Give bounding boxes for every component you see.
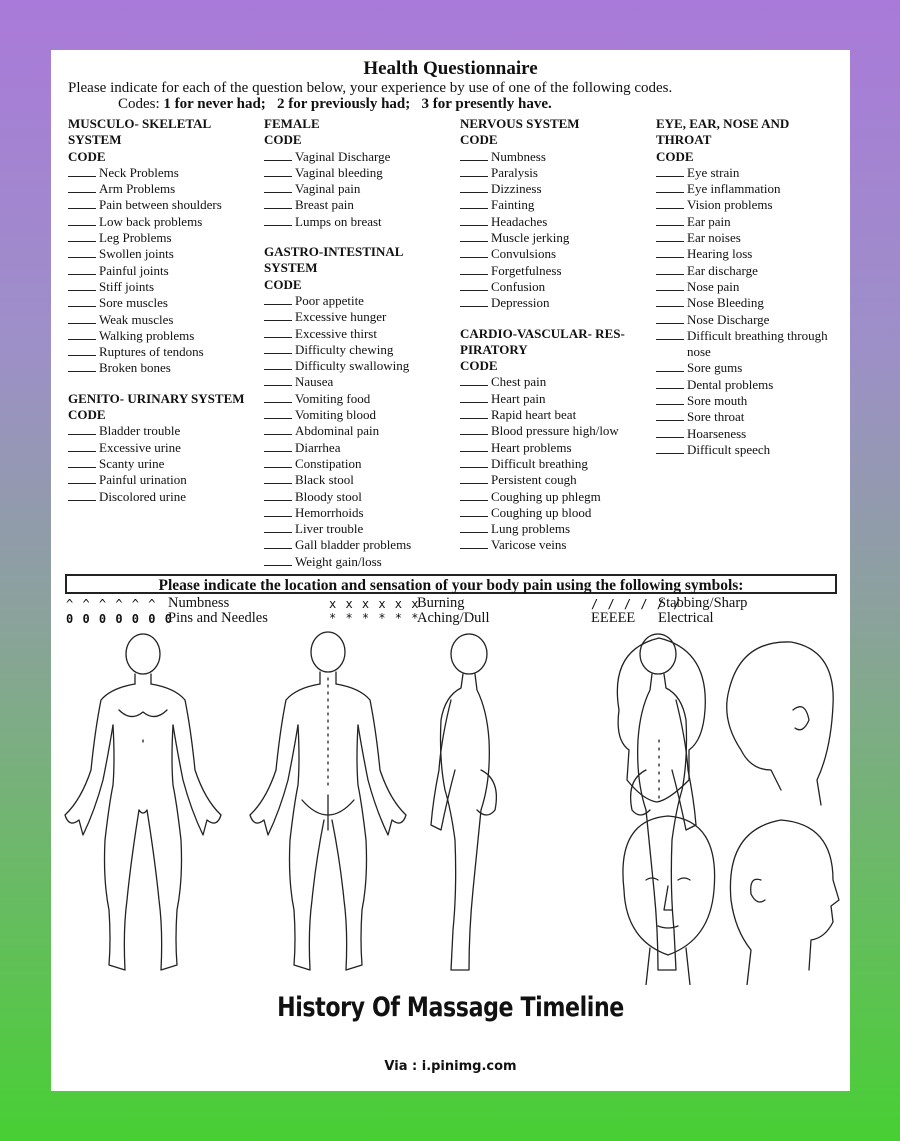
section-heading: CODE: [264, 132, 302, 148]
symptom-label: Depression: [491, 295, 550, 311]
symptom-label: Discolored urine: [99, 488, 187, 504]
code-blank[interactable]: [264, 472, 292, 484]
code-blank[interactable]: [68, 279, 96, 291]
symptom-label: Painful urination: [99, 472, 187, 488]
symptom-label: Weak muscles: [99, 311, 174, 327]
code-blank[interactable]: [460, 149, 488, 161]
symptom-label: Stiff joints: [99, 278, 155, 294]
symptom-label: Dental problems: [687, 376, 774, 392]
head-side-figure: [727, 642, 833, 805]
code-blank[interactable]: [68, 246, 96, 258]
code-blank[interactable]: [460, 165, 488, 177]
section-heading: CODE: [460, 358, 498, 374]
code-blank[interactable]: [264, 489, 292, 501]
code-blank[interactable]: [264, 407, 292, 419]
symptom-label: Hearing loss: [687, 246, 753, 262]
symptom-label: Difficult speech: [687, 441, 771, 457]
symptom-row: [460, 456, 650, 472]
symptom-label: Nose Discharge: [687, 311, 770, 327]
symptom-row: [68, 197, 258, 213]
section-heading: NERVOUS SYSTEM: [460, 116, 580, 131]
symptom-row: [656, 279, 841, 295]
symptom-label: Coughing up phlegm: [491, 488, 601, 504]
symptom-row: [656, 409, 841, 425]
symptom-row: [264, 374, 454, 390]
symptom-label: Leg Problems: [99, 230, 172, 246]
symptom-label: Sore mouth: [687, 393, 748, 409]
symptom-label: Ear discharge: [687, 262, 758, 278]
code-blank[interactable]: [68, 181, 96, 193]
code-blank[interactable]: [460, 181, 488, 193]
code-blank[interactable]: [68, 263, 96, 275]
code-blank[interactable]: [68, 165, 96, 177]
symptom-row: [460, 263, 650, 279]
symptom-label: Abdominal pain: [295, 423, 380, 439]
body-side-figure: [431, 634, 496, 970]
symptom-label: Sore muscles: [99, 295, 168, 311]
symptom-label: Excessive thirst: [295, 325, 377, 341]
code-blank[interactable]: [656, 295, 684, 307]
symbol-pins: [66, 611, 173, 628]
code-blank[interactable]: [264, 391, 292, 403]
symptom-label: Sore throat: [687, 409, 745, 425]
symptom-label: Eye inflammation: [687, 181, 781, 197]
symptom-row: [460, 214, 650, 230]
code-1: 1 for never had;: [163, 96, 266, 112]
symptom-row: [460, 489, 650, 505]
symptom-row: [264, 489, 454, 505]
code-blank[interactable]: [264, 181, 292, 193]
symptom-label: Gall bladder problems: [295, 537, 412, 553]
code-blank[interactable]: [460, 505, 488, 517]
symptom-label: Ear pain: [687, 213, 731, 229]
symptom-label: Poor appetite: [295, 292, 364, 308]
column-1: [68, 116, 258, 505]
symptom-label: Ear noises: [687, 230, 741, 246]
code-blank[interactable]: [264, 456, 292, 468]
code-blank[interactable]: [264, 521, 292, 533]
symptom-row: [68, 344, 258, 360]
symbol-glyph: ^ ^ ^ ^ ^ ^: [66, 597, 157, 611]
symptom-label: Difficult breathing: [491, 455, 588, 471]
code-blank[interactable]: [656, 165, 684, 177]
questionnaire-card: [51, 50, 850, 1091]
code-blank[interactable]: [264, 423, 292, 435]
symptom-row: [264, 537, 454, 553]
code-blank[interactable]: [460, 391, 488, 403]
code-blank[interactable]: [68, 328, 96, 340]
instructions-line: Please indicate for each of the question below, your experience by use of one of the following codes.: [68, 80, 673, 96]
symptom-row: [460, 374, 650, 390]
section-heading: CARDIO-VASCULAR- RES-: [460, 325, 625, 341]
symptom-row: [68, 181, 258, 197]
symptom-label: Arm Problems: [99, 181, 176, 197]
code-blank[interactable]: [656, 328, 684, 340]
symptom-row: [264, 181, 454, 197]
symptom-row: [264, 440, 454, 456]
symptom-row: [656, 181, 841, 197]
code-blank[interactable]: [264, 309, 292, 321]
code-blank[interactable]: [656, 230, 684, 242]
symptom-row: [264, 505, 454, 521]
symptom-label: Nose Bleeding: [687, 295, 764, 311]
symptom-row: [460, 181, 650, 197]
symptom-row: [264, 554, 454, 570]
code-blank[interactable]: [68, 472, 96, 484]
symbol-label: Aching/Dull: [417, 610, 490, 626]
symptom-label: Diarrhea: [295, 439, 341, 455]
symptom-row: [656, 393, 841, 409]
caption-title: History Of Massage Timeline: [277, 992, 624, 1023]
symptom-label: Walking problems: [99, 327, 195, 343]
symptom-row: [460, 537, 650, 553]
section-heading: CODE: [264, 276, 302, 292]
code-blank[interactable]: [656, 393, 684, 405]
section-heading: CODE: [460, 132, 498, 148]
symptom-label: Convulsions: [491, 246, 557, 262]
symptom-row: [656, 197, 841, 213]
symptom-row: [264, 214, 454, 230]
code-blank[interactable]: [460, 374, 488, 386]
code-blank[interactable]: [68, 295, 96, 307]
symptom-label: Nose pain: [687, 278, 740, 294]
symptom-row: [264, 309, 454, 325]
symptom-label: Rapid heart beat: [491, 407, 577, 423]
code-blank[interactable]: [460, 295, 488, 307]
symptom-row: [656, 263, 841, 279]
symptom-label: Vaginal Discharge: [295, 148, 391, 164]
symptom-row: [460, 149, 650, 165]
code-blank[interactable]: [68, 360, 96, 372]
section-heading: SYSTEM: [68, 132, 122, 148]
symbol-aching: [329, 610, 419, 627]
symptom-row: [656, 442, 841, 458]
symptom-row: [460, 246, 650, 262]
symptom-label-continuation: nose: [687, 344, 711, 360]
symptom-label: Painful joints: [99, 262, 169, 278]
symbol-label: Numbness: [168, 595, 230, 611]
symptom-label: Heart problems: [491, 439, 572, 455]
symbol-glyph: EEEEE: [591, 610, 636, 626]
symptom-label: Heart pain: [491, 390, 546, 406]
body-front-figure: [65, 634, 221, 970]
section-heading: GASTRO-INTESTINAL: [264, 244, 404, 260]
symptom-label: Fainting: [491, 197, 535, 213]
symptom-label: Vaginal pain: [295, 181, 361, 197]
symptom-row: [460, 423, 650, 439]
code-blank[interactable]: [460, 521, 488, 533]
code-2: 2 for previously had;: [277, 96, 411, 112]
symptom-label: Hemorrhoids: [295, 504, 364, 520]
code-blank[interactable]: [264, 165, 292, 177]
symbol-glyph: / / / / / /: [591, 597, 682, 611]
symptom-row: [460, 165, 650, 181]
symptom-row: [68, 360, 258, 376]
symptom-row: [460, 279, 650, 295]
symptom-row: [656, 312, 841, 328]
code-blank[interactable]: [656, 360, 684, 372]
code-blank[interactable]: [68, 312, 96, 324]
symptom-row: [460, 407, 650, 423]
symptom-row: [264, 197, 454, 213]
code-blank[interactable]: [656, 181, 684, 193]
symptom-row: [460, 391, 650, 407]
symptom-row: [68, 165, 258, 181]
symptom-label: Sore gums: [687, 360, 743, 376]
code-3: 3 for presently have.: [421, 96, 552, 112]
code-blank[interactable]: [68, 489, 96, 501]
code-blank[interactable]: [656, 426, 684, 438]
symptom-label: Weight gain/loss: [295, 553, 382, 569]
symptom-label: Vomiting blood: [295, 407, 377, 423]
symptom-label: Persistent cough: [491, 472, 577, 488]
code-blank[interactable]: [460, 407, 488, 419]
section-gap: [460, 312, 650, 326]
symptom-row: [656, 246, 841, 262]
symptom-label: Liver trouble: [295, 521, 364, 537]
code-blank[interactable]: [264, 197, 292, 209]
symptom-row: [264, 456, 454, 472]
symptom-label: Coughing up blood: [491, 504, 592, 520]
symptom-label: Low back problems: [99, 213, 203, 229]
section-heading: SYSTEM: [264, 260, 318, 276]
code-blank[interactable]: [656, 214, 684, 226]
code-blank[interactable]: [68, 214, 96, 226]
code-blank[interactable]: [68, 344, 96, 356]
symptom-label: Breast pain: [295, 197, 354, 213]
symptom-row: [264, 165, 454, 181]
code-blank[interactable]: [656, 377, 684, 389]
symptom-label: Vision problems: [687, 197, 773, 213]
symptom-row: [68, 489, 258, 505]
symptom-row: [460, 440, 650, 456]
symptom-label: Bloody stool: [295, 488, 362, 504]
code-blank[interactable]: [68, 197, 96, 209]
symptom-row: [264, 293, 454, 309]
symptom-row: [68, 246, 258, 262]
symptom-label: Muscle jerking: [491, 230, 570, 246]
symbols-heading-box: Please indicate the location and sensation of your body pain using the following symbols:: [65, 574, 837, 594]
code-blank[interactable]: [264, 537, 292, 549]
code-blank[interactable]: [264, 358, 292, 370]
symptom-row: [68, 423, 258, 439]
code-blank[interactable]: [68, 440, 96, 452]
symptom-row: [68, 328, 258, 344]
symptom-label: Numbness: [491, 148, 546, 164]
symptom-row: [460, 230, 650, 246]
symptom-row: [460, 472, 650, 488]
symptom-label: Excessive hunger: [295, 309, 387, 325]
symptom-row: [264, 521, 454, 537]
code-blank[interactable]: [264, 440, 292, 452]
symptom-row: [656, 165, 841, 181]
symptom-row: [68, 440, 258, 456]
column-4: [656, 116, 841, 458]
symptom-row: [656, 360, 841, 376]
symptom-row: [264, 407, 454, 423]
code-blank[interactable]: [460, 472, 488, 484]
code-blank[interactable]: [68, 230, 96, 242]
symptom-label: Confusion: [491, 278, 546, 294]
code-blank[interactable]: [264, 293, 292, 305]
section-heading: PIRATORY: [460, 341, 528, 357]
symptom-row: [68, 312, 258, 328]
symptom-label: Lumps on breast: [295, 213, 382, 229]
symbol-glyph: x x x x x x: [329, 597, 420, 611]
code-blank[interactable]: [264, 342, 292, 354]
symptom-row: [264, 149, 454, 165]
symbol-glyph: * * * * * *: [329, 611, 420, 625]
symptom-label: Excessive urine: [99, 439, 181, 455]
code-blank[interactable]: [264, 554, 292, 566]
column-3: [460, 116, 650, 554]
codes-line: [118, 96, 552, 113]
symptom-row: [68, 279, 258, 295]
symptom-row: [264, 326, 454, 342]
head-back-figure: [617, 638, 705, 802]
symptom-label: Paralysis: [491, 164, 538, 180]
symptom-row: [264, 423, 454, 439]
body-diagrams: [51, 630, 850, 985]
symptom-row: [656, 426, 841, 442]
code-blank[interactable]: [460, 440, 488, 452]
code-blank[interactable]: [460, 489, 488, 501]
symptom-label: Lung problems: [491, 521, 571, 537]
symptom-label: Ruptures of tendons: [99, 344, 204, 360]
symptom-row: [68, 472, 258, 488]
code-blank[interactable]: [68, 423, 96, 435]
symptom-row: [460, 295, 650, 311]
codes-prefix: Codes:: [118, 96, 164, 112]
symptom-label: Chest pain: [491, 374, 547, 390]
body-back-figure: [250, 632, 406, 970]
symptom-row: [656, 295, 841, 311]
section-gap: [264, 230, 454, 244]
body-side-figure-mirror: [631, 634, 696, 970]
code-blank[interactable]: [460, 456, 488, 468]
symptom-label: Hoarseness: [687, 425, 747, 441]
symptom-label: Broken bones: [99, 360, 171, 376]
symptom-label: Difficulty swallowing: [295, 358, 410, 374]
code-blank[interactable]: [460, 197, 488, 209]
symptom-label: Bladder trouble: [99, 423, 181, 439]
column-2: [264, 116, 454, 570]
symptom-row: [656, 230, 841, 246]
symptom-row: [460, 197, 650, 213]
symptom-row: [264, 472, 454, 488]
symptom-row: [68, 214, 258, 230]
code-blank[interactable]: [460, 246, 488, 258]
symptom-label: Scanty urine: [99, 455, 165, 471]
code-blank[interactable]: [656, 246, 684, 258]
symptom-row: [656, 328, 841, 344]
code-blank[interactable]: [460, 279, 488, 291]
code-blank[interactable]: [460, 214, 488, 226]
section-heading: GENITO- URINARY SYSTEM: [68, 390, 245, 406]
symptom-row: [264, 391, 454, 407]
symptom-label: Swollen joints: [99, 246, 174, 262]
section-heading: MUSCULO- SKELETAL: [68, 116, 212, 131]
section-heading: EYE, EAR, NOSE AND: [656, 116, 790, 131]
section-heading: CODE: [68, 407, 106, 423]
symptom-row: [68, 263, 258, 279]
symptom-label: Eye strain: [687, 164, 740, 180]
symptom-label: Neck Problems: [99, 164, 179, 180]
section-gap: [68, 377, 258, 391]
symbol-glyph: 0 0 0 0 0 0 0: [66, 612, 173, 626]
questionnaire-title: Health Questionnaire: [363, 58, 538, 79]
code-blank[interactable]: [68, 456, 96, 468]
symptom-label: Nausea: [295, 374, 334, 390]
section-heading: CODE: [656, 148, 694, 164]
code-blank[interactable]: [460, 537, 488, 549]
symptom-label: Vaginal bleeding: [295, 164, 383, 180]
symptom-label: Blood pressure high/low: [491, 423, 619, 439]
code-blank[interactable]: [656, 442, 684, 454]
code-blank[interactable]: [264, 214, 292, 226]
code-blank[interactable]: [264, 326, 292, 338]
symptom-label: Difficulty chewing: [295, 341, 394, 357]
symptom-label: Dizziness: [491, 181, 542, 197]
code-blank[interactable]: [264, 374, 292, 386]
face-profile-figure: [730, 820, 839, 985]
section-heading: THROAT: [656, 132, 712, 148]
code-blank[interactable]: [656, 312, 684, 324]
code-blank[interactable]: [656, 279, 684, 291]
symptom-row: [460, 505, 650, 521]
code-blank[interactable]: [656, 197, 684, 209]
face-front-figure: [623, 816, 715, 985]
section-heading: CODE: [68, 148, 106, 164]
symbol-label: Stabbing/Sharp: [658, 595, 748, 611]
symbol-label: Electrical: [658, 610, 714, 626]
symptom-label: Vomiting food: [295, 390, 371, 406]
symptom-label: Difficult breathing through: [687, 327, 828, 343]
code-blank[interactable]: [264, 505, 292, 517]
symptom-row: [264, 342, 454, 358]
code-blank[interactable]: [460, 230, 488, 242]
code-blank[interactable]: [656, 263, 684, 275]
symptom-row: [656, 377, 841, 393]
symbol-label: Pins and Needles: [168, 610, 268, 626]
code-blank[interactable]: [460, 423, 488, 435]
code-blank[interactable]: [656, 409, 684, 421]
symptom-row: [68, 295, 258, 311]
symptom-row: [264, 358, 454, 374]
symptom-label: Black stool: [295, 472, 354, 488]
code-blank[interactable]: [264, 149, 292, 161]
symptom-label: Pain between shoulders: [99, 197, 222, 213]
symptom-row: [68, 456, 258, 472]
symptom-row: [68, 230, 258, 246]
symptom-label: Forgetfulness: [491, 262, 562, 278]
symbol-label: Burning: [417, 595, 465, 611]
symptom-label: Headaches: [491, 213, 548, 229]
symptom-row: [460, 521, 650, 537]
code-blank[interactable]: [460, 263, 488, 275]
symbol-electrical: [591, 610, 635, 627]
section-heading: FEMALE: [264, 116, 320, 131]
symptom-label: Varicose veins: [491, 537, 567, 553]
symptom-row: [656, 214, 841, 230]
symptom-label: Constipation: [295, 455, 362, 471]
caption-source: Via : i.pinimg.com: [384, 1059, 517, 1074]
